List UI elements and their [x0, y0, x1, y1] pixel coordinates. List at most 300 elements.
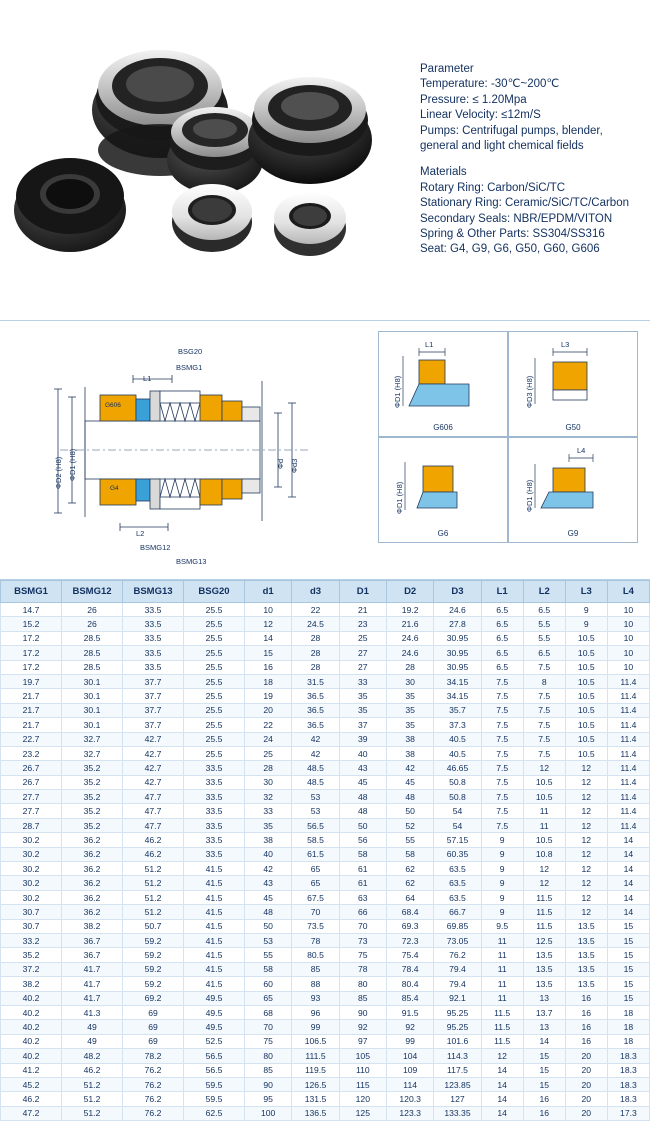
- table-cell-bsmg1: 46.2: [1, 1092, 62, 1106]
- table-cell-d1: 115: [339, 1077, 386, 1091]
- table-cell-l1: 11.5: [481, 1020, 523, 1034]
- table-cell-d2: 28: [386, 660, 433, 674]
- table-cell-l4: 11.4: [607, 804, 649, 818]
- table-cell-bsmg12: 26: [62, 617, 123, 631]
- table-cell-d3: 127: [434, 1092, 481, 1106]
- label-phi-d: Φd: [276, 458, 285, 469]
- table-cell-bsmg12: 35.2: [62, 775, 123, 789]
- table-cell-d1: 92: [339, 1020, 386, 1034]
- table-cell-bsmg12: 36.2: [62, 876, 123, 890]
- table-cell-bsmg12: 41.7: [62, 991, 123, 1005]
- table-cell-d3: 54: [434, 804, 481, 818]
- table-cell-bsmg1: 30.2: [1, 847, 62, 861]
- table-cell-d1: 68: [245, 1005, 292, 1019]
- table-cell-l2: 16: [523, 1106, 565, 1120]
- table-cell-d3: 119.5: [292, 1063, 339, 1077]
- table-cell-l1: 11: [481, 991, 523, 1005]
- table-cell-l1: 9: [481, 905, 523, 919]
- table-cell-l2: 7.5: [523, 746, 565, 760]
- table-row: [1, 862, 650, 876]
- table-cell-d1: 50: [339, 818, 386, 832]
- table-cell-bsmg13: 59.2: [123, 933, 184, 947]
- table-cell-bsmg13: 47.7: [123, 818, 184, 832]
- table-cell-d1: 24: [245, 732, 292, 746]
- table-cell-d3: 31.5: [292, 674, 339, 688]
- table-cell-bsmg13: 37.7: [123, 689, 184, 703]
- table-cell-bsmg12: 35.2: [62, 818, 123, 832]
- label-g4: G4: [110, 485, 119, 492]
- table-row: [1, 1077, 650, 1091]
- table-cell-d1: 97: [339, 1034, 386, 1048]
- table-row: [1, 1034, 650, 1048]
- table-cell-bsmg1: 26.7: [1, 775, 62, 789]
- table-cell-bsmg12: 38.2: [62, 919, 123, 933]
- table-cell-bsg20: 49.5: [184, 991, 245, 1005]
- table-cell-d2: 92: [386, 1020, 433, 1034]
- table-cell-l2: 13.7: [523, 1005, 565, 1019]
- table-row: [1, 876, 650, 890]
- table-cell-d3: 65: [292, 862, 339, 876]
- table-cell-d1: 35: [339, 689, 386, 703]
- table-cell-bsmg13: 51.2: [123, 862, 184, 876]
- label-phi-d2: ΦD2 (H8): [54, 456, 63, 489]
- table-cell-bsmg13: 69: [123, 1034, 184, 1048]
- table-cell-l4: 11.4: [607, 775, 649, 789]
- table-cell-d1: 25: [245, 746, 292, 760]
- table-cell-d2: 120.3: [386, 1092, 433, 1106]
- table-row: [1, 732, 650, 746]
- table-cell-d2: 114: [386, 1077, 433, 1091]
- table-cell-d3: 60.35: [434, 847, 481, 861]
- table-cell-l1: 14: [481, 1063, 523, 1077]
- table-cell-d2: 109: [386, 1063, 433, 1077]
- table-cell-bsg20: 25.5: [184, 646, 245, 660]
- table-cell-l2: 8: [523, 674, 565, 688]
- table-cell-d3: 136.5: [292, 1106, 339, 1120]
- table-cell-d3: 30.95: [434, 660, 481, 674]
- table-cell-d3: 61.5: [292, 847, 339, 861]
- table-cell-l4: 10: [607, 617, 649, 631]
- table-cell-l1: 6.5: [481, 603, 523, 617]
- parameter-title: Parameter: [420, 63, 474, 75]
- table-cell-d3: 114.3: [434, 1049, 481, 1063]
- label-bsmg12: BSMG12: [140, 543, 171, 552]
- table-cell-d1: 100: [245, 1106, 292, 1120]
- table-row: [1, 890, 650, 904]
- table-cell-d3: 34.15: [434, 689, 481, 703]
- table-row: [1, 603, 650, 617]
- table-cell-bsg20: 56.5: [184, 1063, 245, 1077]
- table-row: [1, 905, 650, 919]
- table-cell-d1: 48: [339, 790, 386, 804]
- table-cell-l4: 10: [607, 631, 649, 645]
- parameter-line-0: Temperature: -30℃~200℃: [420, 78, 560, 91]
- col-header-D1: D1: [339, 581, 386, 603]
- table-cell-bsmg13: 69: [123, 1020, 184, 1034]
- table-cell-bsmg13: 37.7: [123, 674, 184, 688]
- col-header-d3s: d3: [292, 581, 339, 603]
- table-cell-l3: 12: [565, 775, 607, 789]
- table-cell-l2: 10.8: [523, 847, 565, 861]
- table-cell-bsmg1: 40.2: [1, 991, 62, 1005]
- table-cell-d1: 12: [245, 617, 292, 631]
- table-cell-d2: 68.4: [386, 905, 433, 919]
- label-l2: L2: [136, 529, 145, 538]
- table-cell-l1: 11: [481, 977, 523, 991]
- table-cell-l4: 15: [607, 962, 649, 976]
- table-cell-d1: 85: [339, 991, 386, 1005]
- table-cell-l3: 10.5: [565, 718, 607, 732]
- table-cell-d2: 30: [386, 674, 433, 688]
- table-cell-bsmg13: 76.2: [123, 1092, 184, 1106]
- table-cell-d3: 96: [292, 1005, 339, 1019]
- seat-cell-g606: [378, 331, 508, 437]
- table-cell-l2: 11.5: [523, 919, 565, 933]
- table-cell-d3: 131.5: [292, 1092, 339, 1106]
- table-cell-l1: 6.5: [481, 631, 523, 645]
- table-cell-bsmg1: 28.7: [1, 818, 62, 832]
- parameter-line-3: Pumps: Centrifugal pumps, blender,: [420, 124, 603, 137]
- seat-variants-grid: [378, 331, 642, 551]
- table-cell-bsmg13: 69: [123, 1005, 184, 1019]
- table-cell-d1: 37: [339, 718, 386, 732]
- table-cell-bsmg13: 59.2: [123, 962, 184, 976]
- table-cell-bsmg12: 32.7: [62, 746, 123, 760]
- table-cell-d2: 52: [386, 818, 433, 832]
- table-row: [1, 761, 650, 775]
- table-header-row: [1, 581, 650, 603]
- table-row: [1, 991, 650, 1005]
- table-cell-d1: 16: [245, 660, 292, 674]
- table-cell-l1: 6.5: [481, 660, 523, 674]
- table-cell-bsg20: 33.5: [184, 761, 245, 775]
- table-cell-d3: 63.5: [434, 890, 481, 904]
- table-cell-l4: 14: [607, 876, 649, 890]
- table-cell-bsg20: 33.5: [184, 847, 245, 861]
- table-cell-d2: 50: [386, 804, 433, 818]
- table-cell-d1: 18: [245, 674, 292, 688]
- seat-dim-v-g606: ΦD1 (H8): [393, 375, 402, 408]
- table-cell-l3: 12: [565, 833, 607, 847]
- table-cell-l4: 15: [607, 948, 649, 962]
- table-cell-l4: 18.3: [607, 1063, 649, 1077]
- spec-text-block: [420, 62, 646, 269]
- table-cell-d3: 92.1: [434, 991, 481, 1005]
- table-cell-bsg20: 49.5: [184, 1020, 245, 1034]
- table-cell-bsmg12: 28.5: [62, 660, 123, 674]
- table-cell-bsmg12: 26: [62, 603, 123, 617]
- table-cell-d3: 24.6: [434, 603, 481, 617]
- table-cell-d3: 22: [292, 603, 339, 617]
- table-cell-bsmg12: 30.1: [62, 703, 123, 717]
- table-cell-d3: 117.5: [434, 1063, 481, 1077]
- table-cell-bsmg12: 36.7: [62, 948, 123, 962]
- table-cell-bsmg1: 30.2: [1, 890, 62, 904]
- table-cell-l4: 18.3: [607, 1077, 649, 1091]
- table-cell-l2: 11.5: [523, 890, 565, 904]
- table-cell-d1: 45: [339, 775, 386, 789]
- seat-dim-l1-g606: L1: [425, 340, 434, 349]
- table-cell-d1: 14: [245, 631, 292, 645]
- table-cell-l2: 5.5: [523, 631, 565, 645]
- table-cell-l1: 7.5: [481, 775, 523, 789]
- table-cell-d2: 48: [386, 790, 433, 804]
- table-cell-bsmg12: 36.2: [62, 905, 123, 919]
- table-cell-bsg20: 41.5: [184, 862, 245, 876]
- table-cell-bsmg1: 30.2: [1, 876, 62, 890]
- table-cell-d3: 73.05: [434, 933, 481, 947]
- table-row: [1, 919, 650, 933]
- table-cell-d3: 66.7: [434, 905, 481, 919]
- table-cell-bsg20: 49.5: [184, 1005, 245, 1019]
- table-cell-bsg20: 33.5: [184, 833, 245, 847]
- table-cell-d3: 70: [292, 905, 339, 919]
- table-cell-l2: 10.5: [523, 790, 565, 804]
- table-row: [1, 1063, 650, 1077]
- table-cell-d3: 65: [292, 876, 339, 890]
- table-cell-l2: 11.5: [523, 905, 565, 919]
- materials-line-0: Rotary Ring: Carbon/SiC/TC: [420, 181, 566, 194]
- table-cell-l1: 7.5: [481, 746, 523, 760]
- table-cell-bsmg1: 17.2: [1, 631, 62, 645]
- table-cell-d3: 42: [292, 732, 339, 746]
- seat-cell-g6: [378, 437, 508, 543]
- table-cell-d1: 35: [339, 703, 386, 717]
- col-header-L3: L3: [565, 581, 607, 603]
- table-cell-d3: 36.5: [292, 718, 339, 732]
- table-cell-l4: 15: [607, 977, 649, 991]
- table-cell-bsg20: 33.5: [184, 790, 245, 804]
- table-cell-bsmg13: 51.2: [123, 905, 184, 919]
- table-cell-d1: 22: [245, 718, 292, 732]
- table-cell-l3: 20: [565, 1077, 607, 1091]
- table-row: [1, 718, 650, 732]
- table-cell-bsg20: 25.5: [184, 617, 245, 631]
- table-cell-d1: 50: [245, 919, 292, 933]
- table-cell-bsg20: 25.5: [184, 732, 245, 746]
- materials-line-4: Seat: G4, G9, G6, G50, G60, G606: [420, 243, 600, 256]
- table-row: [1, 790, 650, 804]
- table-cell-bsg20: 25.5: [184, 674, 245, 688]
- table-cell-l4: 10: [607, 646, 649, 660]
- table-cell-bsmg1: 37.2: [1, 962, 62, 976]
- table-cell-bsmg1: 23.2: [1, 746, 62, 760]
- table-cell-d1: 90: [339, 1005, 386, 1019]
- table-cell-bsmg13: 51.2: [123, 890, 184, 904]
- table-cell-d3: 99: [292, 1020, 339, 1034]
- table-cell-l1: 7.5: [481, 689, 523, 703]
- table-row: [1, 1005, 650, 1019]
- table-cell-d1: 32: [245, 790, 292, 804]
- table-cell-l3: 16: [565, 1034, 607, 1048]
- table-cell-d1: 35: [245, 818, 292, 832]
- table-cell-bsmg13: 33.5: [123, 660, 184, 674]
- table-cell-bsmg1: 41.2: [1, 1063, 62, 1077]
- table-cell-d2: 78.4: [386, 962, 433, 976]
- table-cell-l2: 7.5: [523, 660, 565, 674]
- materials-line-3: Spring & Other Parts: SS304/SS316: [420, 228, 605, 241]
- table-cell-d3: 111.5: [292, 1049, 339, 1063]
- table-cell-bsmg1: 17.2: [1, 646, 62, 660]
- table-cell-d1: 61: [339, 862, 386, 876]
- table-cell-bsmg1: 38.2: [1, 977, 62, 991]
- table-cell-l3: 12: [565, 818, 607, 832]
- table-cell-bsmg13: 46.2: [123, 847, 184, 861]
- table-cell-bsmg1: 30.2: [1, 862, 62, 876]
- table-cell-l1: 9: [481, 847, 523, 861]
- table-cell-d3: 79.4: [434, 962, 481, 976]
- table-cell-d2: 19.2: [386, 603, 433, 617]
- table-cell-d1: 38: [245, 833, 292, 847]
- table-cell-l3: 13.5: [565, 962, 607, 976]
- table-cell-d3: 76.2: [434, 948, 481, 962]
- table-cell-d2: 99: [386, 1034, 433, 1048]
- seal-parts-photo: [0, 0, 410, 300]
- table-cell-bsg20: 52.5: [184, 1034, 245, 1048]
- table-cell-l2: 15: [523, 1077, 565, 1091]
- table-cell-d1: 55: [245, 948, 292, 962]
- materials-line-1: Stationary Ring: Ceramic/SiC/TC/Carbon: [420, 197, 629, 210]
- table-cell-d2: 62: [386, 862, 433, 876]
- table-cell-l2: 12: [523, 862, 565, 876]
- table-cell-bsmg1: 40.2: [1, 1034, 62, 1048]
- table-cell-bsmg13: 51.2: [123, 876, 184, 890]
- table-row: [1, 1106, 650, 1120]
- seat-name-g50: G50: [565, 423, 581, 432]
- seat-cell-g50: [508, 331, 638, 437]
- table-cell-d1: 43: [339, 761, 386, 775]
- table-cell-l2: 13.5: [523, 962, 565, 976]
- table-cell-l4: 14: [607, 833, 649, 847]
- table-cell-d1: 125: [339, 1106, 386, 1120]
- table-cell-bsmg1: 21.7: [1, 703, 62, 717]
- table-cell-d3: 101.6: [434, 1034, 481, 1048]
- table-cell-l1: 9.5: [481, 919, 523, 933]
- table-cell-d3: 37.3: [434, 718, 481, 732]
- table-cell-bsg20: 33.5: [184, 818, 245, 832]
- table-cell-l3: 13.5: [565, 933, 607, 947]
- table-cell-d3: 24.5: [292, 617, 339, 631]
- table-cell-l4: 18: [607, 1034, 649, 1048]
- table-cell-l2: 5.5: [523, 617, 565, 631]
- table-cell-l1: 11: [481, 933, 523, 947]
- table-cell-l1: 11.5: [481, 1005, 523, 1019]
- table-cell-bsmg13: 42.7: [123, 775, 184, 789]
- label-phi-d3: Φd3: [290, 458, 299, 473]
- table-cell-bsmg12: 32.7: [62, 732, 123, 746]
- table-cell-bsmg13: 59.2: [123, 948, 184, 962]
- table-cell-bsmg13: 78.2: [123, 1049, 184, 1063]
- table-cell-d1: 80: [339, 977, 386, 991]
- table-cell-d1: 33: [339, 674, 386, 688]
- table-cell-bsmg1: 30.7: [1, 919, 62, 933]
- table-row: [1, 1020, 650, 1034]
- table-cell-d1: 75: [245, 1034, 292, 1048]
- table-cell-d2: 69.3: [386, 919, 433, 933]
- table-cell-l3: 13.5: [565, 919, 607, 933]
- table-row: [1, 948, 650, 962]
- table-cell-l1: 14: [481, 1106, 523, 1120]
- table-cell-d1: 45: [245, 890, 292, 904]
- table-cell-l1: 11: [481, 962, 523, 976]
- table-cell-d1: 110: [339, 1063, 386, 1077]
- table-cell-d2: 24.6: [386, 631, 433, 645]
- table-cell-bsmg13: 47.7: [123, 804, 184, 818]
- label-bsmg1: BSMG1: [176, 363, 203, 372]
- table-cell-l4: 11.4: [607, 790, 649, 804]
- table-cell-bsg20: 25.5: [184, 718, 245, 732]
- table-cell-d1: 53: [245, 933, 292, 947]
- seat-dim-v-g6: ΦD1 (H8): [395, 481, 404, 514]
- table-cell-l3: 12: [565, 761, 607, 775]
- table-cell-bsg20: 59.5: [184, 1077, 245, 1091]
- table-row: [1, 847, 650, 861]
- table-cell-d1: 63: [339, 890, 386, 904]
- seat-name-g9: G9: [567, 529, 579, 538]
- table-cell-bsg20: 41.5: [184, 890, 245, 904]
- table-cell-l1: 9: [481, 833, 523, 847]
- table-cell-l3: 10.5: [565, 689, 607, 703]
- table-cell-l1: 12: [481, 1049, 523, 1063]
- main-cross-section-drawing: [0, 321, 370, 577]
- table-cell-l1: 6.5: [481, 646, 523, 660]
- main-drawing-svg: [0, 321, 370, 577]
- table-cell-d3: 133.35: [434, 1106, 481, 1120]
- table-cell-l4: 14: [607, 905, 649, 919]
- table-cell-l4: 17.3: [607, 1106, 649, 1120]
- table-cell-l1: 6.5: [481, 617, 523, 631]
- col-header-D3: D3: [434, 581, 481, 603]
- table-body: [1, 603, 650, 1121]
- table-cell-bsg20: 25.5: [184, 603, 245, 617]
- table-cell-bsg20: 25.5: [184, 631, 245, 645]
- table-cell-d2: 64: [386, 890, 433, 904]
- product-photo-section: [0, 0, 650, 320]
- col-header-d1s: d1: [245, 581, 292, 603]
- table-cell-l4: 11.4: [607, 674, 649, 688]
- table-cell-d3: 95.25: [434, 1020, 481, 1034]
- table-cell-bsg20: 25.5: [184, 660, 245, 674]
- table-cell-d1: 58: [339, 847, 386, 861]
- table-cell-d3: 30.95: [434, 646, 481, 660]
- table-cell-d3: 53: [292, 804, 339, 818]
- table-cell-bsmg12: 51.2: [62, 1092, 123, 1106]
- dimension-table-wrapper: [0, 580, 650, 1121]
- seal-parts-illustration: [0, 0, 410, 300]
- table-cell-d3: 40.5: [434, 746, 481, 760]
- table-cell-l2: 6.5: [523, 603, 565, 617]
- table-cell-l4: 15: [607, 991, 649, 1005]
- table-cell-l4: 14: [607, 847, 649, 861]
- table-cell-bsmg1: 19.7: [1, 674, 62, 688]
- table-cell-bsmg13: 37.7: [123, 703, 184, 717]
- table-cell-d2: 104: [386, 1049, 433, 1063]
- label-bsmg13: BSMG13: [176, 557, 207, 566]
- table-cell-d2: 24.6: [386, 646, 433, 660]
- table-cell-l2: 12.5: [523, 933, 565, 947]
- table-cell-l4: 15: [607, 933, 649, 947]
- table-cell-d1: 42: [245, 862, 292, 876]
- table-cell-d2: 38: [386, 732, 433, 746]
- col-header-D2: D2: [386, 581, 433, 603]
- table-row: [1, 775, 650, 789]
- table-cell-bsmg12: 28.5: [62, 631, 123, 645]
- table-cell-l1: 14: [481, 1092, 523, 1106]
- table-cell-d1: 48: [339, 804, 386, 818]
- table-cell-d3: 42: [292, 746, 339, 760]
- parameter-block: [420, 62, 646, 154]
- table-cell-d1: 56: [339, 833, 386, 847]
